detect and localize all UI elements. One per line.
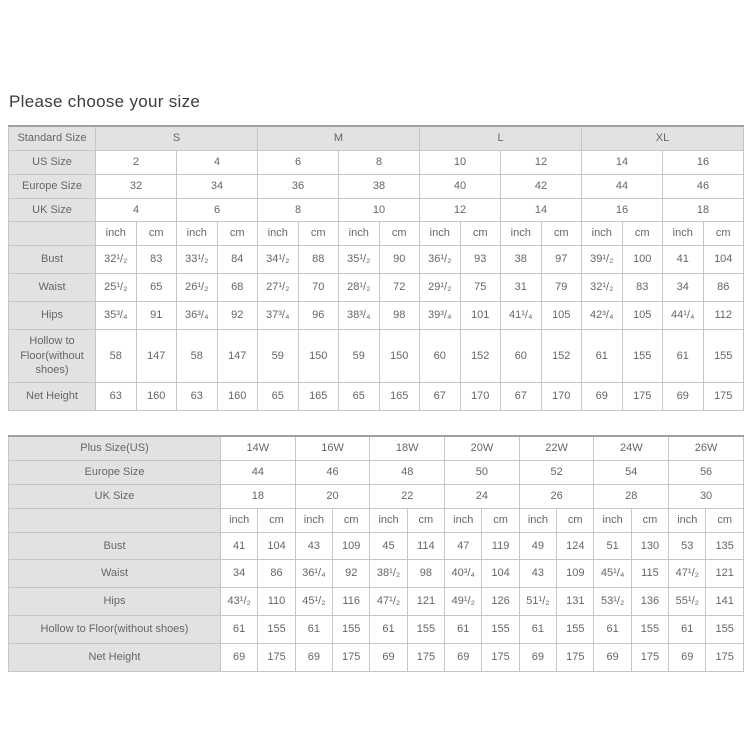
measure-value-cell: 136 <box>631 588 668 616</box>
size-value-cell: 34 <box>177 174 258 198</box>
row-label: Hollow to Floor(without shoes) <box>9 616 221 644</box>
measure-value-cell: 33¹/₂ <box>177 246 218 274</box>
measure-value-cell: 39¹/₂ <box>582 246 623 274</box>
measure-value-cell: 45¹/₂ <box>295 588 332 616</box>
unit-header-cell: cm <box>136 222 177 246</box>
measure-value-cell: 150 <box>298 329 339 383</box>
measure-value-cell: 43 <box>519 560 556 588</box>
unit-header-cell: cm <box>706 508 744 532</box>
measure-value-cell: 34 <box>663 274 704 302</box>
units-row <box>9 508 744 532</box>
plus-size-table <box>8 435 744 672</box>
measure-value-cell: 130 <box>631 532 668 560</box>
measure-value-cell: 53 <box>669 532 706 560</box>
measure-value-cell: 170 <box>460 383 501 411</box>
size-group-cell: L <box>420 126 582 150</box>
size-value-cell: 10 <box>339 198 420 222</box>
measure-value-cell: 119 <box>482 532 519 560</box>
measure-value-cell: 175 <box>333 643 370 671</box>
size-value-cell: 6 <box>258 150 339 174</box>
measure-value-cell: 112 <box>703 301 744 329</box>
size-value-cell: 24 <box>445 484 520 508</box>
measure-value-cell: 47¹/₂ <box>669 560 706 588</box>
measure-value-cell: 147 <box>217 329 258 383</box>
measure-value-cell: 61 <box>594 616 631 644</box>
size-value-cell: 18W <box>370 436 445 460</box>
size-value-cell: 18 <box>221 484 296 508</box>
measure-row <box>9 383 744 411</box>
size-value-cell: 24W <box>594 436 669 460</box>
measure-value-cell: 61 <box>221 616 258 644</box>
row-label: Net Height <box>9 643 221 671</box>
unit-header-cell: inch <box>370 508 407 532</box>
measure-value-cell: 25¹/₂ <box>96 274 137 302</box>
size-value-cell: 14 <box>501 198 582 222</box>
measure-value-cell: 35³/₄ <box>96 301 137 329</box>
standard-size-table <box>8 125 744 411</box>
size-row <box>9 484 744 508</box>
measure-value-cell: 26¹/₂ <box>177 274 218 302</box>
unit-header-cell: inch <box>96 222 137 246</box>
size-group-cell: XL <box>582 126 744 150</box>
size-value-cell: 46 <box>663 174 744 198</box>
measure-value-cell: 45 <box>370 532 407 560</box>
size-value-cell: 4 <box>96 198 177 222</box>
size-group-cell: M <box>258 126 420 150</box>
measure-value-cell: 67 <box>501 383 542 411</box>
measure-value-cell: 49 <box>519 532 556 560</box>
measure-value-cell: 63 <box>96 383 137 411</box>
measure-value-cell: 47¹/₂ <box>370 588 407 616</box>
measure-value-cell: 96 <box>298 301 339 329</box>
size-value-cell: 50 <box>445 460 520 484</box>
measure-value-cell: 175 <box>631 643 668 671</box>
measure-row <box>9 588 744 616</box>
unit-header-cell: inch <box>669 508 706 532</box>
row-label: Bust <box>9 532 221 560</box>
size-value-cell: 2 <box>96 150 177 174</box>
measure-value-cell: 67 <box>420 383 461 411</box>
row-label: Plus Size(US) <box>9 436 221 460</box>
measure-value-cell: 60 <box>420 329 461 383</box>
measure-value-cell: 121 <box>706 560 744 588</box>
measure-value-cell: 155 <box>333 616 370 644</box>
size-value-cell: 44 <box>582 174 663 198</box>
size-value-cell: 32 <box>96 174 177 198</box>
page-title: Please choose your size <box>9 92 201 111</box>
measure-row <box>9 616 744 644</box>
unit-corner-cell <box>9 222 96 246</box>
measure-value-cell: 86 <box>258 560 295 588</box>
size-value-cell: 46 <box>295 460 370 484</box>
measure-value-cell: 155 <box>703 329 744 383</box>
measure-value-cell: 90 <box>379 246 420 274</box>
measure-value-cell: 155 <box>258 616 295 644</box>
size-value-cell: 22W <box>519 436 594 460</box>
measure-value-cell: 63 <box>177 383 218 411</box>
unit-header-cell: inch <box>663 222 704 246</box>
measure-value-cell: 75 <box>460 274 501 302</box>
size-value-cell: 44 <box>221 460 296 484</box>
unit-header-cell: cm <box>557 508 594 532</box>
measure-value-cell: 170 <box>541 383 582 411</box>
measure-value-cell: 37³/₄ <box>258 301 299 329</box>
measure-value-cell: 36¹/₄ <box>295 560 332 588</box>
measure-value-cell: 65 <box>136 274 177 302</box>
measure-value-cell: 105 <box>541 301 582 329</box>
measure-value-cell: 69 <box>663 383 704 411</box>
group-header-row <box>9 126 744 150</box>
measure-value-cell: 31 <box>501 274 542 302</box>
unit-header-cell: inch <box>519 508 556 532</box>
unit-header-cell: cm <box>258 508 295 532</box>
measure-value-cell: 43 <box>295 532 332 560</box>
unit-header-cell: cm <box>379 222 420 246</box>
row-label: Hollow to Floor(without shoes) <box>9 329 96 383</box>
measure-value-cell: 65 <box>339 383 380 411</box>
measure-value-cell: 61 <box>445 616 482 644</box>
measure-value-cell: 61 <box>669 616 706 644</box>
measure-value-cell: 65 <box>258 383 299 411</box>
measure-value-cell: 34 <box>221 560 258 588</box>
measure-value-cell: 114 <box>407 532 444 560</box>
measure-value-cell: 34¹/₂ <box>258 246 299 274</box>
size-value-cell: 48 <box>370 460 445 484</box>
measure-value-cell: 69 <box>669 643 706 671</box>
size-value-cell: 20W <box>445 436 520 460</box>
measure-value-cell: 58 <box>96 329 137 383</box>
measure-value-cell: 69 <box>519 643 556 671</box>
corner-label: Standard Size <box>9 126 96 150</box>
size-group-cell: S <box>96 126 258 150</box>
measure-value-cell: 110 <box>258 588 295 616</box>
measure-value-cell: 126 <box>482 588 519 616</box>
measure-value-cell: 69 <box>295 643 332 671</box>
measure-row <box>9 329 744 383</box>
unit-header-cell: inch <box>339 222 380 246</box>
measure-value-cell: 27¹/₂ <box>258 274 299 302</box>
unit-header-cell: inch <box>420 222 461 246</box>
size-row <box>9 436 744 460</box>
measure-row <box>9 643 744 671</box>
measure-value-cell: 165 <box>379 383 420 411</box>
unit-header-cell: cm <box>217 222 258 246</box>
measure-value-cell: 59 <box>258 329 299 383</box>
size-value-cell: 40 <box>420 174 501 198</box>
measure-value-cell: 152 <box>460 329 501 383</box>
measure-value-cell: 88 <box>298 246 339 274</box>
size-value-cell: 16 <box>582 198 663 222</box>
measure-value-cell: 98 <box>379 301 420 329</box>
size-row <box>9 198 744 222</box>
measure-value-cell: 83 <box>622 274 663 302</box>
measure-value-cell: 100 <box>622 246 663 274</box>
row-label: UK Size <box>9 198 96 222</box>
measure-value-cell: 38¹/₂ <box>370 560 407 588</box>
measure-value-cell: 41 <box>663 246 704 274</box>
measure-value-cell: 92 <box>333 560 370 588</box>
row-label: Europe Size <box>9 174 96 198</box>
size-value-cell: 28 <box>594 484 669 508</box>
measure-value-cell: 69 <box>445 643 482 671</box>
row-label: Hips <box>9 301 96 329</box>
measure-value-cell: 101 <box>460 301 501 329</box>
measure-value-cell: 155 <box>622 329 663 383</box>
measure-value-cell: 104 <box>482 560 519 588</box>
measure-value-cell: 70 <box>298 274 339 302</box>
units-row <box>9 222 744 246</box>
size-value-cell: 16W <box>295 436 370 460</box>
measure-row <box>9 301 744 329</box>
measure-value-cell: 155 <box>631 616 668 644</box>
size-value-cell: 8 <box>258 198 339 222</box>
unit-header-cell: cm <box>622 222 663 246</box>
measure-row <box>9 274 744 302</box>
measure-value-cell: 165 <box>298 383 339 411</box>
measure-value-cell: 42³/₄ <box>582 301 623 329</box>
unit-header-cell: inch <box>258 222 299 246</box>
measure-row <box>9 532 744 560</box>
row-label: Net Height <box>9 383 96 411</box>
measure-value-cell: 49¹/₂ <box>445 588 482 616</box>
measure-value-cell: 32¹/₂ <box>582 274 623 302</box>
measure-value-cell: 61 <box>519 616 556 644</box>
measure-value-cell: 115 <box>631 560 668 588</box>
measure-value-cell: 69 <box>582 383 623 411</box>
unit-header-cell: cm <box>703 222 744 246</box>
measure-row <box>9 246 744 274</box>
measure-value-cell: 59 <box>339 329 380 383</box>
measure-value-cell: 175 <box>557 643 594 671</box>
size-value-cell: 16 <box>663 150 744 174</box>
measure-value-cell: 41¹/₄ <box>501 301 542 329</box>
measure-value-cell: 61 <box>370 616 407 644</box>
size-value-cell: 22 <box>370 484 445 508</box>
measure-value-cell: 175 <box>407 643 444 671</box>
size-value-cell: 56 <box>669 460 744 484</box>
measure-value-cell: 124 <box>557 532 594 560</box>
measure-value-cell: 155 <box>407 616 444 644</box>
measure-value-cell: 116 <box>333 588 370 616</box>
measure-value-cell: 131 <box>557 588 594 616</box>
unit-header-cell: inch <box>594 508 631 532</box>
measure-value-cell: 147 <box>136 329 177 383</box>
size-value-cell: 38 <box>339 174 420 198</box>
unit-header-cell: cm <box>333 508 370 532</box>
measure-value-cell: 69 <box>594 643 631 671</box>
size-value-cell: 14 <box>582 150 663 174</box>
measure-row <box>9 560 744 588</box>
measure-value-cell: 38 <box>501 246 542 274</box>
measure-value-cell: 36¹/₂ <box>420 246 461 274</box>
size-value-cell: 8 <box>339 150 420 174</box>
unit-header-cell: cm <box>298 222 339 246</box>
size-row <box>9 460 744 484</box>
unit-header-cell: cm <box>482 508 519 532</box>
size-value-cell: 52 <box>519 460 594 484</box>
unit-header-cell: inch <box>582 222 623 246</box>
size-value-cell: 20 <box>295 484 370 508</box>
measure-value-cell: 41 <box>221 532 258 560</box>
size-value-cell: 6 <box>177 198 258 222</box>
unit-header-cell: inch <box>501 222 542 246</box>
size-value-cell: 54 <box>594 460 669 484</box>
measure-value-cell: 84 <box>217 246 258 274</box>
unit-header-cell: inch <box>445 508 482 532</box>
measure-value-cell: 135 <box>706 532 744 560</box>
row-label: UK Size <box>9 484 221 508</box>
measure-value-cell: 175 <box>258 643 295 671</box>
unit-corner-cell <box>9 508 221 532</box>
measure-value-cell: 104 <box>258 532 295 560</box>
measure-value-cell: 160 <box>136 383 177 411</box>
measure-value-cell: 68 <box>217 274 258 302</box>
measure-value-cell: 109 <box>333 532 370 560</box>
measure-value-cell: 105 <box>622 301 663 329</box>
measure-value-cell: 155 <box>482 616 519 644</box>
row-label: Waist <box>9 274 96 302</box>
measure-value-cell: 175 <box>622 383 663 411</box>
measure-value-cell: 93 <box>460 246 501 274</box>
measure-value-cell: 29¹/₂ <box>420 274 461 302</box>
unit-header-cell: cm <box>541 222 582 246</box>
measure-value-cell: 175 <box>703 383 744 411</box>
size-value-cell: 26W <box>669 436 744 460</box>
measure-value-cell: 109 <box>557 560 594 588</box>
measure-value-cell: 150 <box>379 329 420 383</box>
measure-value-cell: 152 <box>541 329 582 383</box>
measure-value-cell: 28¹/₂ <box>339 274 380 302</box>
measure-value-cell: 60 <box>501 329 542 383</box>
measure-value-cell: 39³/₄ <box>420 301 461 329</box>
measure-value-cell: 47 <box>445 532 482 560</box>
size-value-cell: 12 <box>501 150 582 174</box>
size-value-cell: 36 <box>258 174 339 198</box>
measure-value-cell: 53¹/₂ <box>594 588 631 616</box>
row-label: Hips <box>9 588 221 616</box>
measure-value-cell: 175 <box>482 643 519 671</box>
size-row <box>9 150 744 174</box>
measure-value-cell: 61 <box>582 329 623 383</box>
size-value-cell: 18 <box>663 198 744 222</box>
measure-value-cell: 92 <box>217 301 258 329</box>
measure-value-cell: 45¹/₄ <box>594 560 631 588</box>
measure-value-cell: 86 <box>703 274 744 302</box>
measure-value-cell: 175 <box>706 643 744 671</box>
measure-value-cell: 91 <box>136 301 177 329</box>
measure-value-cell: 155 <box>706 616 744 644</box>
measure-value-cell: 61 <box>295 616 332 644</box>
size-value-cell: 26 <box>519 484 594 508</box>
size-value-cell: 30 <box>669 484 744 508</box>
measure-value-cell: 160 <box>217 383 258 411</box>
measure-value-cell: 141 <box>706 588 744 616</box>
size-value-cell: 12 <box>420 198 501 222</box>
size-value-cell: 10 <box>420 150 501 174</box>
unit-header-cell: cm <box>631 508 668 532</box>
measure-value-cell: 69 <box>370 643 407 671</box>
measure-value-cell: 104 <box>703 246 744 274</box>
measure-value-cell: 121 <box>407 588 444 616</box>
size-value-cell: 4 <box>177 150 258 174</box>
measure-value-cell: 32¹/₂ <box>96 246 137 274</box>
measure-value-cell: 38³/₄ <box>339 301 380 329</box>
measure-value-cell: 40³/₄ <box>445 560 482 588</box>
measure-value-cell: 79 <box>541 274 582 302</box>
row-label: Waist <box>9 560 221 588</box>
measure-value-cell: 97 <box>541 246 582 274</box>
measure-value-cell: 36³/₄ <box>177 301 218 329</box>
unit-header-cell: cm <box>407 508 444 532</box>
unit-header-cell: inch <box>295 508 332 532</box>
measure-value-cell: 43¹/₂ <box>221 588 258 616</box>
measure-value-cell: 83 <box>136 246 177 274</box>
measure-value-cell: 51¹/₂ <box>519 588 556 616</box>
unit-header-cell: cm <box>460 222 501 246</box>
unit-header-cell: inch <box>221 508 258 532</box>
measure-value-cell: 44¹/₄ <box>663 301 704 329</box>
size-value-cell: 14W <box>221 436 296 460</box>
measure-value-cell: 155 <box>557 616 594 644</box>
row-label: Europe Size <box>9 460 221 484</box>
unit-header-cell: inch <box>177 222 218 246</box>
row-label: US Size <box>9 150 96 174</box>
measure-value-cell: 35¹/₂ <box>339 246 380 274</box>
measure-value-cell: 55¹/₂ <box>669 588 706 616</box>
row-label: Bust <box>9 246 96 274</box>
measure-value-cell: 69 <box>221 643 258 671</box>
measure-value-cell: 51 <box>594 532 631 560</box>
measure-value-cell: 72 <box>379 274 420 302</box>
measure-value-cell: 58 <box>177 329 218 383</box>
measure-value-cell: 61 <box>663 329 704 383</box>
size-value-cell: 42 <box>501 174 582 198</box>
measure-value-cell: 98 <box>407 560 444 588</box>
size-row <box>9 174 744 198</box>
